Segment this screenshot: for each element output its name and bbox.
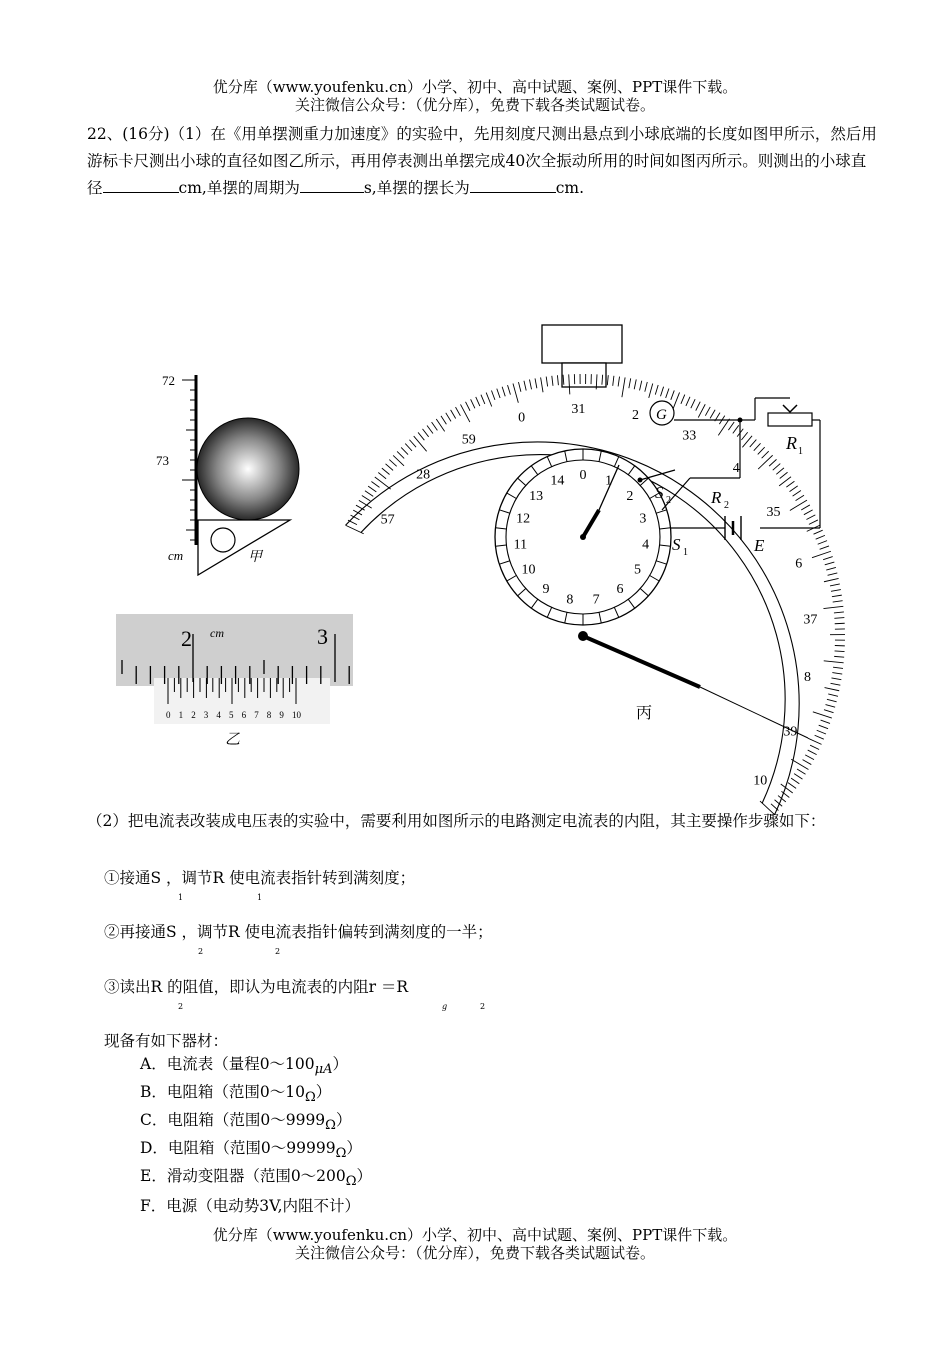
outer-dial-tick bbox=[451, 410, 456, 419]
figure-label-jia: 甲 bbox=[248, 550, 262, 565]
outer-dial-tick bbox=[813, 712, 832, 718]
outer-dial-tick bbox=[705, 407, 710, 416]
circuit-label-s2-sub: 2 bbox=[666, 495, 671, 506]
outer-dial-tick bbox=[816, 535, 825, 539]
outer-dial-tick bbox=[362, 496, 370, 501]
outer-dial-tick bbox=[634, 379, 636, 389]
circuit-label-r1: R bbox=[786, 433, 797, 453]
outer-dial-tick bbox=[456, 407, 461, 416]
outer-dial-tick bbox=[432, 422, 438, 430]
outer-dial-number: 0 bbox=[518, 410, 526, 426]
equipment-item-e: E．滑动变阻器（范围$0\sim 200_\Omega$） bbox=[140, 1167, 373, 1189]
outer-dial-tick bbox=[810, 745, 819, 749]
figure-bing bbox=[380, 318, 850, 789]
vernier-number: 4 bbox=[216, 710, 221, 720]
circuit-label-e: E bbox=[754, 536, 765, 555]
outer-dial-tick bbox=[481, 395, 485, 404]
outer-dial-tick bbox=[824, 661, 844, 663]
outer-dial-tick bbox=[803, 760, 812, 765]
equipment-title: 现备有如下器材： bbox=[104, 1032, 229, 1050]
outer-dial-tick bbox=[423, 429, 429, 437]
outer-dial-number: 8 bbox=[803, 669, 811, 685]
outer-dial-tick bbox=[618, 377, 619, 387]
question-22-unit-3: cm. bbox=[555, 179, 585, 197]
step-3: ③读出R 的阻值，即认为电流表的内阻r ＝R bbox=[104, 978, 409, 996]
outer-dial-tick bbox=[797, 769, 805, 774]
outer-dial-tick bbox=[790, 500, 807, 510]
outer-dial-tick bbox=[649, 383, 653, 397]
outer-dial-tick bbox=[754, 443, 761, 450]
outer-dial-tick bbox=[794, 774, 802, 779]
circuit-label-s2: S bbox=[655, 483, 664, 502]
outer-dial-tick bbox=[557, 375, 558, 385]
outer-dial-tick bbox=[698, 404, 705, 417]
outer-dial-tick bbox=[824, 710, 834, 713]
main-hand-thick bbox=[583, 636, 700, 687]
outer-dial-tick bbox=[827, 699, 837, 702]
figure-label-bing: 丙 bbox=[636, 705, 653, 722]
outer-dial-tick bbox=[762, 451, 769, 458]
outer-dial-tick bbox=[821, 720, 830, 723]
answer-blank-length[interactable] bbox=[470, 176, 556, 193]
outer-dial-tick bbox=[375, 477, 391, 489]
outer-dial-tick bbox=[508, 385, 511, 395]
outer-dial-tick bbox=[815, 735, 824, 739]
outer-dial-number: 31 bbox=[571, 402, 586, 418]
question-22-text bbox=[87, 121, 877, 202]
outer-dial-tick bbox=[791, 778, 799, 784]
outer-dial-tick bbox=[686, 397, 690, 406]
triangle-square bbox=[198, 520, 290, 575]
outer-dial-tick bbox=[436, 419, 444, 431]
outer-dial-tick bbox=[769, 459, 776, 466]
inner-dial-number: 8 bbox=[566, 592, 574, 608]
vernier-number: 9 bbox=[279, 710, 284, 720]
circuit-label-s1: S bbox=[672, 535, 681, 554]
figure-jia bbox=[150, 365, 310, 580]
outer-dial-tick bbox=[486, 393, 492, 407]
step-1-sub-r: 1 bbox=[257, 893, 263, 902]
outer-dial-tick bbox=[518, 382, 520, 392]
vernier-number: 3 bbox=[203, 710, 209, 720]
outer-dial-tick bbox=[741, 432, 747, 440]
circuit-label-r1-sub: 1 bbox=[798, 446, 803, 457]
outer-dial-tick bbox=[804, 510, 813, 515]
outer-dial-number: 35 bbox=[766, 504, 781, 520]
header-line-2: 关注微信公众号：（优分库），免费下载各类试题试卷。 bbox=[294, 96, 655, 114]
outer-dial-tick bbox=[414, 436, 427, 451]
outer-dial-tick bbox=[805, 755, 814, 760]
equipment-item-f: F．电源（电动势3V,内阻不计） bbox=[140, 1197, 361, 1215]
inner-dial-number: 13 bbox=[529, 488, 544, 504]
outer-dial-number: 2 bbox=[631, 408, 639, 424]
outer-dial-tick bbox=[831, 590, 841, 592]
outer-dial-tick bbox=[808, 738, 822, 744]
outer-dial-number: 59 bbox=[461, 432, 476, 448]
outer-dial-tick bbox=[346, 525, 364, 533]
outer-dial-tick bbox=[418, 432, 424, 440]
outer-dial-tick bbox=[776, 468, 784, 474]
footer-line-1: 优分库（www.youfenku.cn）小学、初中、高中试题、案例、PPT课件下载。 bbox=[212, 1226, 738, 1244]
outer-dial-tick bbox=[828, 694, 838, 696]
part2-intro: （2）把电流表改装成电压表的实验中，需要利用如图所示的电路测定电流表的内阻，其主要操作步骤如下： bbox=[87, 812, 826, 830]
outer-dial-tick bbox=[535, 378, 537, 388]
outer-dial-tick bbox=[397, 451, 404, 458]
outer-dial-tick bbox=[696, 402, 700, 411]
vernier-number: 1 bbox=[178, 710, 184, 720]
outer-dial-tick bbox=[546, 377, 547, 387]
step-3-sub-r2: 2 bbox=[480, 1002, 486, 1011]
outer-dial-tick bbox=[773, 464, 781, 471]
outer-dial-tick bbox=[371, 481, 379, 487]
outer-dial-number: 57 bbox=[380, 512, 395, 528]
outer-dial-tick bbox=[833, 667, 843, 668]
outer-dial-tick bbox=[513, 384, 518, 403]
figure-label-yi: 乙 bbox=[225, 732, 241, 748]
circuit-label-s1-sub: 1 bbox=[683, 547, 688, 558]
outer-dial-tick bbox=[718, 419, 729, 436]
vernier-number: 0 bbox=[166, 710, 171, 720]
outer-dial-tick bbox=[365, 491, 373, 497]
outer-dial-tick bbox=[808, 750, 817, 755]
outer-dial-tick bbox=[541, 377, 543, 392]
inner-dial-number: 5 bbox=[634, 562, 642, 578]
outer-dial-tick bbox=[640, 381, 642, 391]
inner-dial-number: 2 bbox=[626, 488, 634, 504]
outer-dial-tick bbox=[427, 425, 433, 433]
step-3-sub-r: 2 bbox=[178, 1002, 184, 1011]
outer-dial-tick bbox=[791, 759, 808, 769]
inner-dial-number: 1 bbox=[605, 473, 613, 489]
step-2: ②再接通S ，调节R 使电流表指针偏转到满刻度的一半； bbox=[104, 923, 493, 941]
outer-dial-tick bbox=[733, 425, 739, 433]
step-2-sub-s: 2 bbox=[198, 947, 204, 956]
inner-dial-number: 0 bbox=[579, 468, 587, 483]
main-scale-label-2: 2 bbox=[181, 626, 192, 651]
equipment-item-d: D．电阻箱（范围$0\sim 99999_\Omega$） bbox=[140, 1139, 362, 1161]
outer-dial-tick bbox=[801, 505, 810, 510]
outer-dial-tick bbox=[758, 455, 772, 469]
inner-hand-pivot bbox=[580, 534, 586, 540]
vernier-number: 7 bbox=[254, 710, 259, 720]
outer-dial-number: 37 bbox=[803, 612, 818, 628]
outer-dial-tick bbox=[661, 387, 664, 397]
outer-dial-tick bbox=[826, 567, 836, 570]
inner-dial-number: 12 bbox=[516, 511, 531, 527]
outer-dial-tick bbox=[828, 573, 838, 575]
step-3-sub-g: g bbox=[442, 1002, 448, 1011]
outer-dial-tick bbox=[497, 389, 500, 398]
outer-dial-tick bbox=[691, 399, 695, 408]
vernier-number: 10 bbox=[292, 710, 301, 720]
outer-dial-tick bbox=[818, 541, 827, 545]
outer-dial-tick bbox=[471, 399, 475, 408]
outer-dial-tick bbox=[809, 520, 818, 524]
circuit-label-r2-sub: 2 bbox=[724, 500, 729, 511]
outer-dial-tick bbox=[812, 551, 831, 557]
outer-dial-tick bbox=[831, 683, 841, 685]
caliper-unit-cm: cm bbox=[210, 626, 224, 640]
outer-dial-tick bbox=[552, 376, 553, 386]
main-hand-thin bbox=[700, 687, 808, 738]
outer-dial-tick bbox=[607, 375, 608, 385]
outer-dial-tick bbox=[834, 612, 844, 613]
inner-dial-number: 7 bbox=[592, 592, 600, 608]
outer-dial-tick bbox=[389, 460, 396, 467]
outer-dial-tick bbox=[819, 725, 828, 729]
vernier-number: 5 bbox=[229, 710, 234, 720]
outer-dial-tick bbox=[825, 688, 840, 691]
outer-dial-tick bbox=[790, 486, 798, 492]
outer-dial-tick bbox=[834, 618, 844, 619]
outer-dial-tick bbox=[629, 378, 631, 388]
outer-dial-tick bbox=[405, 444, 412, 451]
question-22-unit-2: s,单摆的摆长为 bbox=[363, 179, 470, 197]
equipment-item-a: A．电流表（量程$0\sim 100_{\mu A}$） bbox=[140, 1055, 348, 1077]
question-22-intro: 22、(16分)（1）在《用单摆测重力加速度》的实验中，先用刻度尺测出悬点到小球底端的长度如图甲所示，然后用游标卡尺测出小球的直径如图乙所示，再用停表测出单摆完成40次全振动所用的时间如图丙所示。则测出的小球直径 bbox=[87, 125, 877, 197]
outer-dial-tick bbox=[833, 601, 843, 602]
outer-dial-tick bbox=[832, 673, 842, 674]
outer-dial-tick bbox=[793, 491, 801, 497]
outer-dial-tick bbox=[824, 578, 839, 581]
outer-dial-tick bbox=[502, 387, 505, 397]
outer-dial-tick bbox=[386, 464, 394, 471]
circuit-label-g: G bbox=[656, 407, 667, 423]
ruler-ticks bbox=[182, 380, 196, 540]
outer-dial-tick bbox=[825, 562, 835, 565]
switch-s2-contact bbox=[638, 478, 643, 483]
outer-dial-tick bbox=[806, 515, 815, 520]
inner-dial-number: 4 bbox=[642, 537, 650, 553]
outer-dial-number: 28 bbox=[416, 467, 431, 483]
inner-dial-number: 6 bbox=[616, 581, 624, 597]
outer-dial-tick bbox=[834, 656, 844, 657]
step-1: ①接通S ，调节R 使电流表指针转到满刻度； bbox=[104, 869, 416, 887]
outer-dial-tick bbox=[823, 606, 843, 608]
outer-dial-tick bbox=[817, 730, 826, 734]
outer-dial-tick bbox=[529, 380, 531, 390]
equipment-item-b: B．电阻箱（范围$0\sim 10_\Omega$） bbox=[140, 1083, 332, 1105]
junction-dot bbox=[738, 418, 743, 423]
outer-dial-tick bbox=[666, 388, 669, 397]
outer-dial-tick bbox=[645, 382, 647, 392]
outer-dial-tick bbox=[368, 486, 376, 492]
inner-dial-number: 3 bbox=[639, 511, 647, 527]
outer-dial-number: 33 bbox=[682, 428, 697, 444]
outer-dial-tick bbox=[830, 584, 840, 586]
outer-dial-tick bbox=[750, 440, 757, 447]
r1-resistor-body bbox=[768, 413, 812, 426]
outer-dial-tick bbox=[409, 440, 416, 447]
outer-dial-tick bbox=[382, 468, 390, 474]
outer-dial-tick bbox=[826, 705, 836, 708]
outer-dial-number: 4 bbox=[732, 461, 740, 477]
outer-dial-tick bbox=[814, 530, 823, 534]
outer-dial-tick bbox=[823, 557, 833, 560]
figure-yi bbox=[112, 612, 357, 752]
outer-dial-tick bbox=[831, 678, 841, 680]
outer-dial-number: 10 bbox=[753, 773, 768, 789]
main-scale-label-3: 3 bbox=[317, 624, 328, 649]
circuit-label-r2: R bbox=[711, 488, 722, 507]
outer-dial-tick bbox=[820, 546, 829, 549]
question-22-unit-1: cm,单摆的周期为 bbox=[178, 179, 300, 197]
outer-dial-tick bbox=[613, 376, 614, 386]
outer-dial-tick bbox=[622, 377, 625, 397]
outer-dial-tick bbox=[710, 410, 715, 419]
ruler-label-73: 73 bbox=[156, 453, 169, 468]
inner-dial-number: 9 bbox=[542, 581, 550, 597]
outer-dial-tick bbox=[832, 595, 842, 597]
outer-dial-tick bbox=[359, 500, 372, 508]
outer-dial-tick bbox=[671, 390, 674, 399]
outer-dial-tick bbox=[524, 381, 526, 391]
outer-dial-tick bbox=[655, 385, 658, 395]
outer-dial-tick bbox=[780, 472, 788, 478]
triangle-hole bbox=[211, 528, 235, 552]
vernier-number: 2 bbox=[191, 710, 196, 720]
rheostat-arrow bbox=[783, 405, 797, 412]
inner-dial-number: 11 bbox=[513, 537, 528, 553]
ruler-label-72: 72 bbox=[162, 373, 175, 388]
answer-blank-period[interactable] bbox=[300, 176, 364, 193]
step-1-sub-s: 1 bbox=[178, 893, 184, 902]
outer-dial-tick bbox=[491, 391, 494, 400]
outer-dial-tick bbox=[728, 422, 734, 430]
stopwatch-button bbox=[542, 325, 622, 363]
vernier-number: 8 bbox=[266, 710, 272, 720]
outer-dial-tick bbox=[378, 472, 386, 478]
outer-dial-tick bbox=[401, 447, 408, 454]
outer-dial-tick bbox=[681, 395, 685, 404]
outer-dial-tick bbox=[796, 495, 804, 500]
outer-dial-tick bbox=[348, 520, 357, 524]
outer-dial-tick bbox=[786, 481, 794, 487]
outer-dial-tick bbox=[758, 447, 765, 454]
outer-dial-tick bbox=[835, 651, 845, 652]
outer-dial-tick bbox=[466, 402, 470, 411]
outer-dial-tick bbox=[441, 416, 446, 424]
ruler-unit-cm: cm bbox=[168, 548, 184, 563]
vernier-number: 6 bbox=[241, 710, 247, 720]
header-line-1: 优分库（www.youfenku.cn）小学、初中、高中试题、案例、PPT课件下载。 bbox=[212, 78, 738, 96]
inner-dial-number: 10 bbox=[521, 562, 536, 578]
pendulum-ball bbox=[197, 418, 299, 520]
outer-dial-number: 39 bbox=[783, 724, 798, 740]
outer-dial-tick bbox=[476, 397, 480, 406]
outer-dial-number: 6 bbox=[795, 556, 803, 572]
equipment-item-c: C．电阻箱（范围$0\sim 9999_\Omega$） bbox=[140, 1111, 352, 1133]
answer-blank-diameter[interactable] bbox=[103, 176, 179, 193]
inner-dial-number: 14 bbox=[550, 473, 565, 489]
footer-line-2: 关注微信公众号：（优分库），免费下载各类试题试卷。 bbox=[294, 1244, 655, 1262]
outer-dial-tick bbox=[446, 413, 451, 422]
step-2-sub-r: 2 bbox=[275, 947, 281, 956]
outer-dial-tick bbox=[788, 783, 796, 789]
